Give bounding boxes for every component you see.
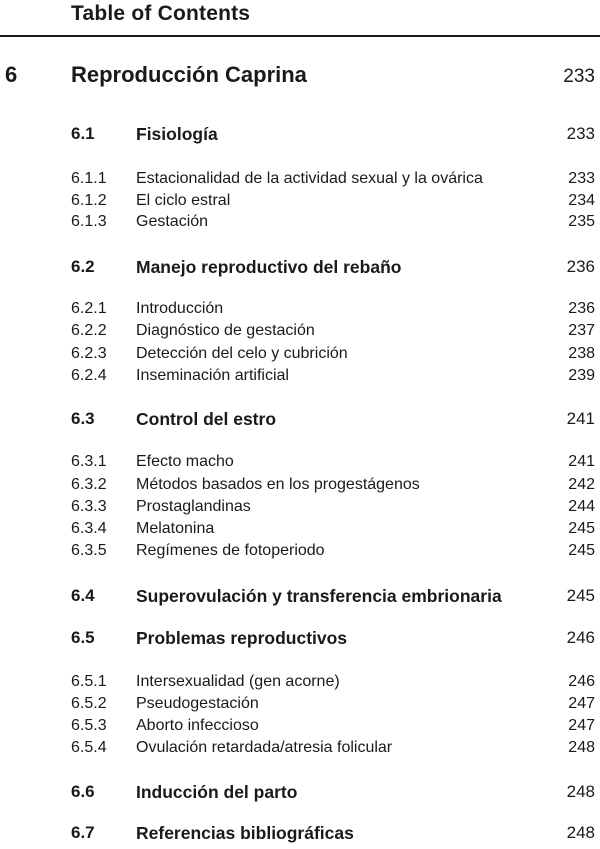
subsection-title: Aborto infeccioso xyxy=(136,717,259,734)
subsection-page: 233 xyxy=(568,170,595,187)
section-page: 245 xyxy=(566,586,595,605)
section-title: Problemas reproductivos xyxy=(136,628,348,648)
subsection-number: 6.3.5 xyxy=(71,542,107,559)
subsection-number: 6.5.2 xyxy=(71,695,107,712)
subsection-page: 247 xyxy=(568,717,595,734)
section-title: Inducción del parto xyxy=(136,782,298,802)
subsection-page: 239 xyxy=(568,367,595,384)
section-page: 241 xyxy=(566,409,595,428)
subsection-number: 6.3.4 xyxy=(71,520,107,537)
section-number: 6.6 xyxy=(71,782,95,801)
subsection-number: 6.5.3 xyxy=(71,717,107,734)
subsection-page: 248 xyxy=(568,739,595,756)
header-title: Table of Contents xyxy=(71,2,251,25)
subsection-page: 241 xyxy=(568,453,595,470)
subsection-page: 246 xyxy=(568,673,595,690)
subsection-number: 6.5.4 xyxy=(71,739,107,756)
subsection-title: Gestación xyxy=(136,213,209,230)
section-page: 246 xyxy=(566,628,595,647)
subsection-page: 238 xyxy=(568,345,595,362)
subsection-title: Detección del celo y cubrición xyxy=(136,345,348,362)
subsection-number: 6.1.3 xyxy=(71,213,107,230)
subsection-title: Efecto macho xyxy=(136,453,234,470)
section-number: 6.5 xyxy=(71,628,95,647)
subsection-number: 6.3.1 xyxy=(71,453,107,470)
subsection-title: Intersexualidad (gen acorne) xyxy=(136,673,340,690)
section-title: Manejo reproductivo del rebaño xyxy=(136,257,402,277)
subsection-title: Estacionalidad de la actividad sexual y la ovárica xyxy=(136,170,483,187)
header-rule xyxy=(0,35,600,37)
subsection-number: 6.2.4 xyxy=(71,367,107,384)
section-title: Superovulación y transferencia embrionaria xyxy=(136,586,502,606)
subsection-title: Diagnóstico de gestación xyxy=(136,322,315,339)
section-page: 248 xyxy=(566,823,595,842)
section-number: 6.2 xyxy=(71,257,95,276)
subsection-title: Regímenes de fotoperiodo xyxy=(136,542,325,559)
section-page: 236 xyxy=(566,257,595,276)
subsection-page: 237 xyxy=(568,322,595,339)
section-number: 6.1 xyxy=(71,124,95,143)
section-page: 233 xyxy=(566,124,595,143)
section-number: 6.4 xyxy=(71,586,95,605)
subsection-page: 234 xyxy=(568,192,595,209)
subsection-page: 242 xyxy=(568,476,595,493)
subsection-page: 245 xyxy=(568,520,595,537)
chapter-page: 233 xyxy=(563,66,595,87)
subsection-number: 6.5.1 xyxy=(71,673,107,690)
subsection-title: El ciclo estral xyxy=(136,192,231,209)
section-title: Referencias bibliográficas xyxy=(136,823,354,843)
chapter-title: Reproducción Caprina xyxy=(71,62,307,87)
subsection-page: 236 xyxy=(568,300,595,317)
subsection-title: Melatonina xyxy=(136,520,215,537)
subsection-page: 244 xyxy=(568,498,595,515)
chapter-number: 6 xyxy=(5,62,18,87)
subsection-title: Inseminación artificial xyxy=(136,367,289,384)
section-title: Control del estro xyxy=(136,409,277,429)
subsection-page: 245 xyxy=(568,542,595,559)
subsection-number: 6.1.2 xyxy=(71,192,107,209)
subsection-number: 6.2.1 xyxy=(71,300,107,317)
section-number: 6.7 xyxy=(71,823,95,842)
section-page: 248 xyxy=(566,782,595,801)
subsection-number: 6.2.2 xyxy=(71,322,107,339)
subsection-number: 6.3.3 xyxy=(71,498,107,515)
subsection-title: Introducción xyxy=(136,300,224,317)
subsection-title: Ovulación retardada/atresia folicular xyxy=(136,739,393,756)
subsection-number: 6.2.3 xyxy=(71,345,107,362)
section-title: Fisiología xyxy=(136,124,218,144)
section-number: 6.3 xyxy=(71,409,95,428)
subsection-title: Prostaglandinas xyxy=(136,498,251,515)
subsection-number: 6.1.1 xyxy=(71,170,107,187)
subsection-page: 235 xyxy=(568,213,595,230)
subsection-page: 247 xyxy=(568,695,595,712)
subsection-title: Métodos basados en los progestágenos xyxy=(136,476,420,493)
subsection-number: 6.3.2 xyxy=(71,476,107,493)
subsection-title: Pseudogestación xyxy=(136,695,259,712)
